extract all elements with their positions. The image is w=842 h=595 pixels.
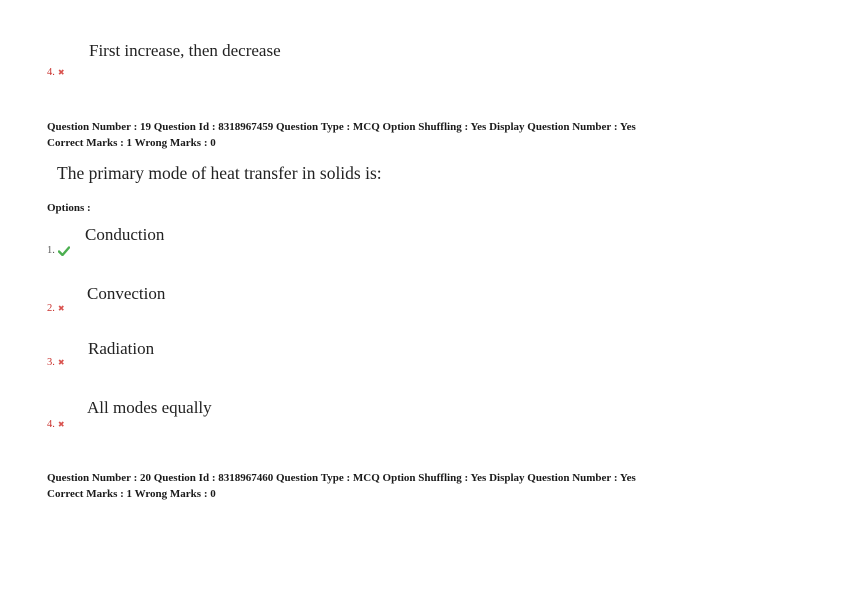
prev-option-4-text: First increase, then decrease bbox=[89, 41, 281, 60]
q19-option-2-marker bbox=[47, 303, 65, 314]
cross-icon: ✖ bbox=[57, 67, 65, 77]
q19-question-text: The primary mode of heat transfer in solids is: bbox=[57, 163, 382, 183]
q20-meta-line2: Correct Marks : 1 Wrong Marks : 0 bbox=[47, 488, 216, 500]
q19-option-1-marker bbox=[47, 245, 70, 256]
q19-option-4-number: 4. bbox=[47, 419, 55, 430]
q20-meta-line1: Question Number : 20 Question Id : 8318967460 Question Type : MCQ Option Shuffling : Yes Display Question Number : Yes bbox=[47, 472, 636, 484]
check-icon bbox=[58, 246, 70, 256]
q19-option-2-text: Convection bbox=[87, 284, 166, 303]
q19-option-4-marker bbox=[47, 419, 65, 430]
q19-option-1-number: 1. bbox=[47, 245, 55, 256]
q19-option-2-number: 2. bbox=[47, 303, 55, 314]
q19-meta-line1: Question Number : 19 Question Id : 8318967459 Question Type : MCQ Option Shuffling : Yes Display Question Number : Yes bbox=[47, 121, 636, 133]
q19-option-3-marker bbox=[47, 357, 65, 368]
q19-option-3-text: Radiation bbox=[88, 339, 155, 358]
prev-option-4-number: 4. bbox=[47, 67, 55, 78]
q19-meta-line2: Correct Marks : 1 Wrong Marks : 0 bbox=[47, 137, 216, 149]
q19-options-label: Options : bbox=[47, 202, 91, 214]
cross-icon: ✖ bbox=[57, 303, 65, 313]
q19-option-1-text: Conduction bbox=[85, 225, 165, 244]
cross-icon: ✖ bbox=[57, 419, 65, 429]
cross-icon: ✖ bbox=[57, 357, 65, 367]
prev-option-4-marker bbox=[47, 67, 65, 78]
q19-option-4-text: All modes equally bbox=[87, 398, 212, 417]
q19-option-3-number: 3. bbox=[47, 357, 55, 368]
